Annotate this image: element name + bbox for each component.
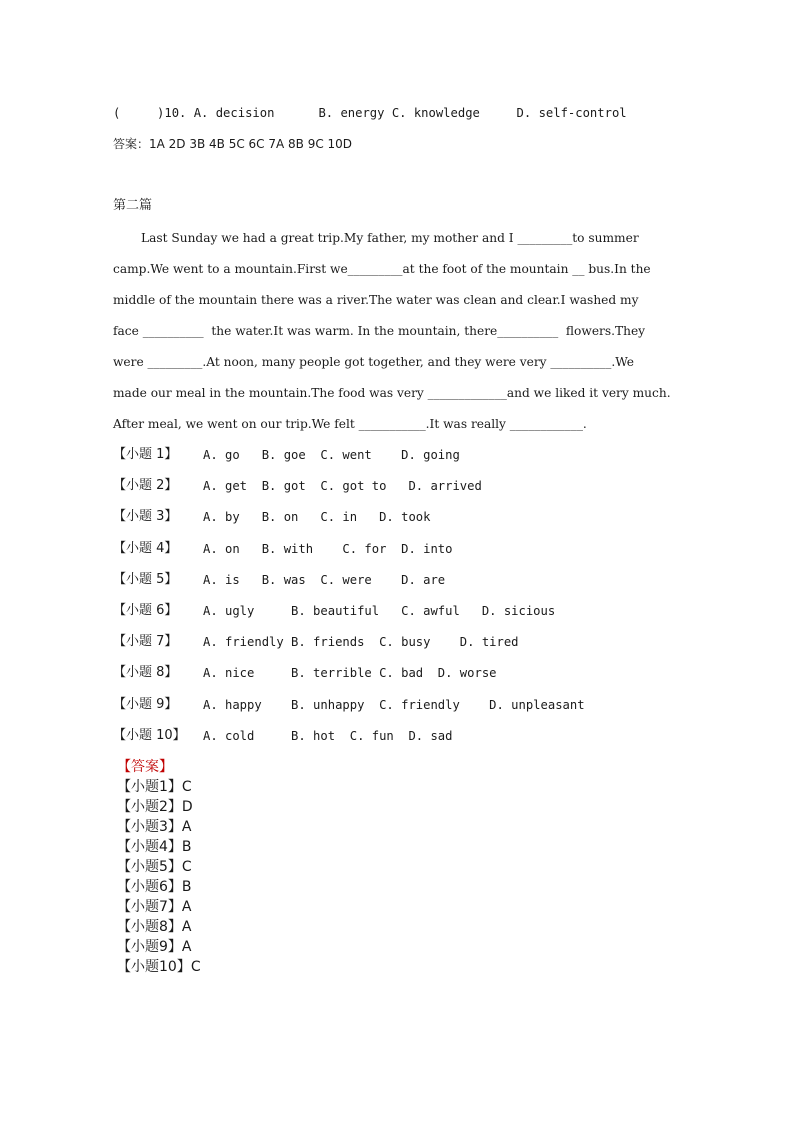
answer-item: 【小题1】C — [117, 779, 192, 795]
question-label: 【小题 2】 — [113, 478, 178, 494]
question-options: A. by B. on C. in D. took — [203, 510, 431, 525]
question-label: 【小题 1】 — [113, 447, 178, 462]
passage-line: face __________ the water.It was warm. In the mountain, there__________ flowers.They — [113, 324, 646, 338]
question-row — [113, 444, 688, 475]
question-row — [113, 506, 688, 537]
passage-line: middle of the mountain there was a river.The water was clean and clear.I washed my — [113, 293, 639, 307]
question-options: A. on B. with C. for D. into — [203, 541, 453, 556]
passage-line: were _________.At noon, many people got together, and they were very __________.We — [113, 355, 634, 369]
passage-line: camp.We went to a mountain.First we_________at the foot of the mountain __ bus.In the — [113, 262, 651, 276]
question-row — [113, 725, 688, 756]
previous-question-item: ( )10. A. decision B. energy C. knowledge D. self-control — [113, 106, 627, 120]
answer-item: 【小题3】A — [117, 819, 192, 835]
question-row — [113, 538, 688, 569]
question-label: 【小题 10】 — [113, 727, 186, 743]
passage-line: After meal, we went on our trip.We felt ___________.It was really ____________. — [113, 417, 587, 431]
question-label: 【小题 5】 — [113, 571, 178, 587]
answer-section — [117, 757, 201, 977]
answer-item: 【小题9】A — [117, 939, 192, 955]
question-label: 【小题 9】 — [113, 696, 178, 712]
passage-line: made our meal in the mountain.The food was very _____________and we liked it very much. — [113, 386, 671, 400]
question-row — [113, 694, 688, 725]
question-row — [113, 569, 688, 600]
section-title: 第二篇 — [113, 198, 153, 213]
answer-heading: 【答案】 — [117, 759, 173, 775]
question-options: A. happy B. unhappy C. friendly D. unpleasant — [203, 697, 585, 712]
question-row — [113, 662, 688, 693]
question-options: A. friendly B. friends C. busy D. tired — [203, 635, 519, 650]
question-label: 【小题 6】 — [113, 602, 178, 618]
answer-item: 【小题10】C — [117, 959, 201, 975]
question-options: A. nice B. terrible C. bad D. worse — [203, 666, 497, 681]
passage-line: Last Sunday we had a great trip.My father, my mother and I _________to summer — [141, 231, 639, 245]
question-label: 【小题 3】 — [113, 509, 178, 525]
answer-item: 【小题2】D — [117, 799, 193, 815]
previous-answer-key: 答案：1A 2D 3B 4B 5C 6C 7A 8B 9C 10D — [113, 137, 353, 151]
question-options: A. go B. goe C. went D. going — [203, 448, 460, 462]
question-options: A. get B. got C. got to D. arrived — [203, 479, 482, 494]
question-options: A. ugly B. beautiful C. awful D. sicious — [203, 603, 556, 618]
answer-item: 【小题8】A — [117, 919, 192, 935]
question-options: A. is B. was C. were D. are — [203, 572, 446, 587]
question-label: 【小题 7】 — [113, 634, 178, 650]
answer-item: 【小题6】B — [117, 879, 192, 895]
question-row — [113, 600, 688, 631]
question-row — [113, 631, 688, 662]
question-options: A. cold B. hot C. fun D. sad — [203, 728, 453, 743]
answer-item: 【小题4】B — [117, 839, 192, 855]
cloze-passage — [113, 226, 688, 443]
answer-item: 【小题5】C — [117, 859, 192, 875]
answer-item: 【小题7】A — [117, 899, 192, 915]
question-label: 【小题 4】 — [113, 540, 178, 556]
question-label: 【小题 8】 — [113, 665, 178, 681]
question-row — [113, 475, 688, 506]
question-list — [113, 444, 688, 756]
